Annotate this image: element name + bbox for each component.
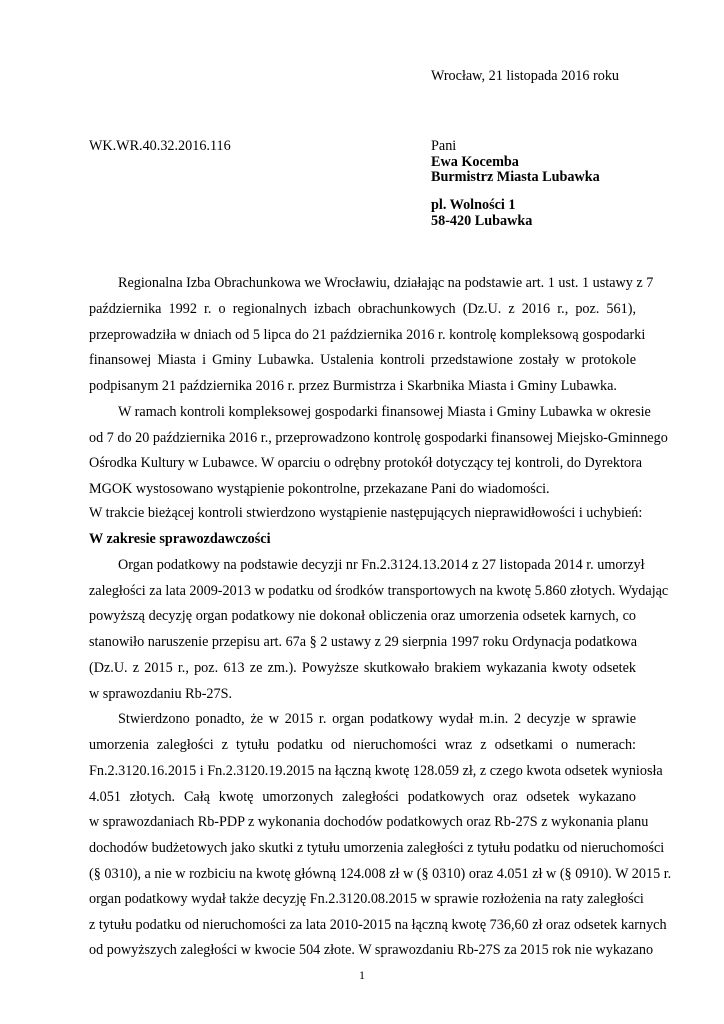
paragraph-4-line: umorzenia zaległości z tytułu podatku od nieruchomości wraz z odsetkami o numerach: — [89, 737, 636, 753]
paragraph-4-line: dochodów budżetowych jako skutki z tytułu umorzenia zaległości z tytułu podatku od nieruchomości — [89, 840, 665, 856]
paragraph-3-line: Organ podatkowy na podstawie decyzji nr Fn.2.3124.13.2014 z 27 listopada 2014 r. umorzył — [118, 557, 645, 573]
paragraph-3-line: powyższą decyzję organ podatkowy nie dokonał obliczenia oraz umorzenia odsetek karnych, co — [89, 608, 636, 624]
paragraph-3-line: (Dz.U. z 2015 r., poz. 613 ze zm.). Powyższe skutkowało brakiem wykazania kwoty odsetek — [89, 660, 636, 676]
place-date: Wrocław, 21 listopada 2016 roku — [431, 68, 620, 84]
section-heading: W zakresie sprawozdawczości — [89, 531, 271, 547]
paragraph-4-line: z tytułu podatku od nieruchomości za lata 2010-2015 na łączną kwotę 736,60 zł oraz odsetek karnych — [89, 917, 667, 933]
paragraph-4-line: Stwierdzono ponadto, że w 2015 r. organ podatkowy wydał m.in. 2 decyzje w sprawie — [118, 711, 636, 727]
paragraph-2-line: od 7 do 20 października 2016 r., przeprowadzono kontrolę gospodarki finansowej Miejsko-Gminnego — [89, 430, 668, 446]
recipient-city: 58-420 Lubawka — [431, 213, 533, 229]
paragraph-1-line: października 1992 r. o regionalnych izbach obrachunkowych (Dz.U. z 2016 r., poz. 561), — [89, 301, 636, 317]
paragraph-4-line: od powyższych zaległości w kwocie 504 złote. W sprawozdaniu Rb-27S za 2015 rok nie wykazano — [89, 942, 654, 958]
paragraph-3-line: w sprawozdaniu Rb-27S. — [89, 686, 233, 702]
page-number: 1 — [359, 968, 365, 982]
paragraph-2-line: W trakcie bieżącej kontroli stwierdzono wystąpienie następujących nieprawidłowości i uchybień: — [89, 505, 643, 521]
paragraph-2-line: MGOK wystosowano wystąpienie pokontrolne, przekazane Pani do wiadomości. — [89, 481, 550, 497]
paragraph-1-line: finansowej Miasta i Gminy Lubawka. Ustalenia kontroli przedstawione zostały w protokole — [89, 352, 636, 368]
reference-number: WK.WR.40.32.2016.116 — [89, 138, 231, 154]
paragraph-2-line: W ramach kontroli kompleksowej gospodarki finansowej Miasta i Gminy Lubawka w okresie — [118, 404, 651, 420]
paragraph-4-line: (§ 0310), a nie w rozbiciu na kwotę główną 124.008 zł w (§ 0310) oraz 4.051 zł w (§ 0910). W 2015 r. — [89, 866, 672, 882]
paragraph-4-line: w sprawozdaniach Rb-PDP z wykonania dochodów podatkowych oraz Rb-27S z wykonania planu — [89, 814, 649, 830]
recipient-name: Ewa Kocemba — [431, 154, 519, 170]
paragraph-3-line: zaległości za lata 2009-2013 w podatku od środków transportowych na kwotę 5.860 złotych. Wydając — [89, 583, 669, 599]
paragraph-4-line: organ podatkowy wydał także decyzję Fn.2.3120.08.2015 w sprawie rozłożenia na raty zaległości — [89, 891, 644, 907]
paragraph-1-line: podpisanym 21 października 2016 r. przez Burmistrza i Skarbnika Miasta i Gminy Lubawka. — [89, 378, 617, 394]
recipient-street: pl. Wolności 1 — [431, 197, 516, 213]
paragraph-3-line: stanowiło naruszenie przepisu art. 67a § 2 ustawy z 29 sierpnia 1997 roku Ordynacja podatkowa — [89, 634, 638, 650]
recipient-salutation: Pani — [431, 138, 457, 154]
recipient-title: Burmistrz Miasta Lubawka — [431, 169, 600, 185]
paragraph-2-line: Ośrodka Kultury w Lubawce. W oparciu o odrębny protokół dotyczący tej kontroli, do Dyrektora — [89, 455, 643, 471]
paragraph-1-line: Regionalna Izba Obrachunkowa we Wrocławiu, działając na podstawie art. 1 ust. 1 ustawy z 7 — [118, 275, 654, 291]
paragraph-1-line: przeprowadziła w dniach od 5 lipca do 21 października 2016 r. kontrolę kompleksową gospodarki — [89, 327, 646, 343]
paragraph-4-line: Fn.2.3120.16.2015 i Fn.2.3120.19.2015 na łączną kwotę 128.059 zł, z czego kwota odsetek wyniosła — [89, 763, 663, 779]
paragraph-4-line: 4.051 złotych. Całą kwotę umorzonych zaległości podatkowych oraz odsetek wykazano — [89, 789, 636, 805]
